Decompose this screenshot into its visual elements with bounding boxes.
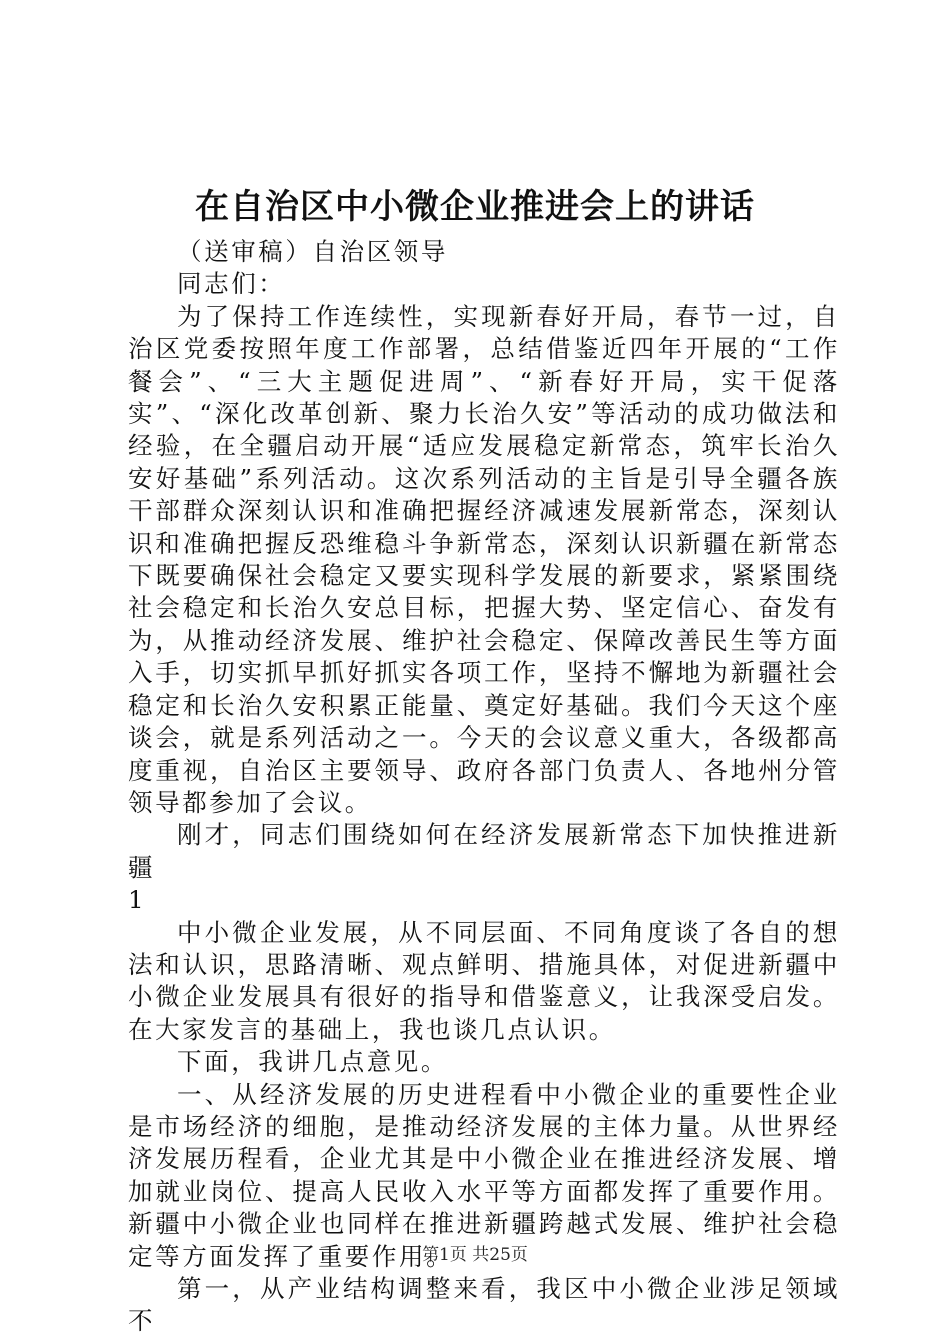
paragraph-draft-note: （送审稿）自治区领导 — [177, 237, 448, 266]
inline-page-number: 1 — [128, 885, 144, 915]
paragraph-intro: 为了保持工作连续性，实现新春好开局，春节一过，自治区党委按照年度工作部署，总结借鉴近四年开展的“工作餐会”、“三大主题促进周”、“新春好开局，实干促落实”、“深化改革创新、聚力长治久安”等活动的成功做法和经验，在全疆启动开展“适应发展稳定新常态，筑牢长治久安好基础”系列活动。这次系列活动的主旨是引导全疆各族干部群众深刻认识和准确把握经济减速发展新常态，深刻认识和准确把握反恐维稳斗争新常态，深刻认识新疆在新常态下既要确保社会稳定又要实现科学发展的新要求，紧紧围绕社会稳定和长治久安总目标，把握大势、坚定信心、奋发有为，从推动经济发展、维护社会稳定、保障改善民生等方面入手，切实抓早抓好抓实各项工作，坚持不懈地为新疆社会稳定和长治久安积累正能量、奠定好基础。我们今天这个座谈会，就是系列活动之一。今天的会议意义重大，各级都高度重视，自治区主要领导、政府各部门负责人、各地州分管领导都参加了会议。 — [128, 301, 840, 817]
paragraph-opinions-intro: 下面，我讲几点意见。 — [177, 1047, 448, 1077]
paragraph-salutation: 同志们： — [177, 269, 286, 299]
paragraph-just-now: 刚才，同志们围绕如何在经济发展新常态下加快推进新疆 — [128, 820, 840, 882]
paragraph-discussion: 中小微企业发展，从不同层面、不同角度谈了各自的想法和认识，思路清晰、观点鲜明、措施具体，对促进新疆中小微企业发展具有很好的指导和借鉴意义，让我深受启发。在大家发言的基础上，我也谈几点认识。 — [128, 917, 840, 1044]
page-footer: 第1页 共25页 — [422, 1245, 528, 1265]
paragraph-first-point: 第一，从产业结构调整来看，我区中小微企业涉足领域不 — [128, 1274, 840, 1336]
paragraph-section-one: 一、从经济发展的历史进程看中小微企业的重要性企业是市场经济的细胞，是推动经济发展的主体力量。从世界经济发展历程看，企业尤其是中小微企业在推进经济发展、增加就业岗位、提高人民收入水平等方面都发挥了重要作用。新疆中小微企业也同样在推进新疆跨越式发展、维护社会稳定等方面发挥了重要作用。 — [128, 1079, 840, 1271]
document-title: 在自治区中小微企业推进会上的讲话 — [195, 187, 755, 227]
document-body — [128, 236, 840, 1338]
